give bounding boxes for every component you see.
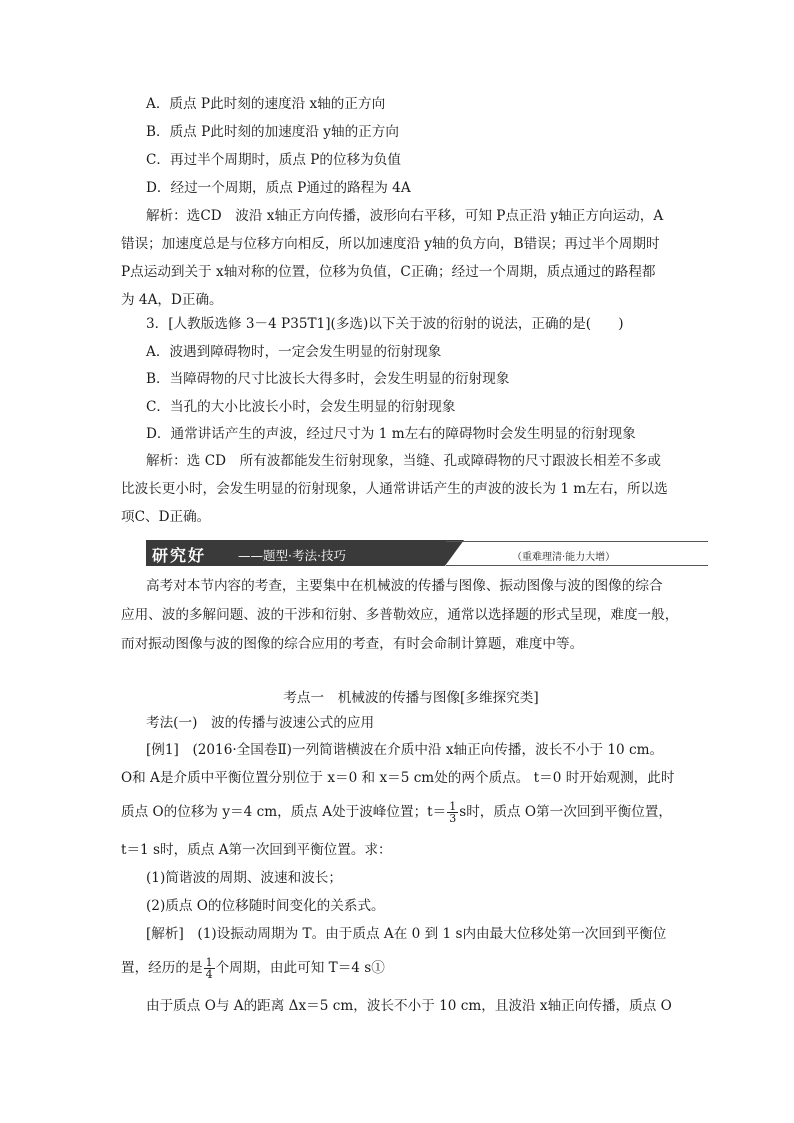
banner-title: 研究好	[152, 546, 207, 565]
section-heading: 考点一 机械波的传播与图像[多维探究类]	[283, 690, 539, 706]
option-d: D．经过一个周期，质点 P通过的路程为 4A	[146, 180, 411, 196]
solution-line: P点运动到关于 x轴对称的位置，位移为负值，C正确；经过一个周期，质点通过的路程都	[121, 264, 656, 280]
example-line	[121, 801, 672, 824]
solution-line: 解析：选CD 波沿 x轴正方向传播，波形向右平移，可知 P点正沿 y轴正方向运动，A	[146, 208, 664, 224]
solution-line: 比波长更小时，会发生明显的衍射现象，人通常讲话产生的声波的波长为 1 m左右，所以选	[121, 481, 668, 497]
fraction-denominator: 3	[449, 812, 457, 825]
intro-line: 应用、波的多解问题、波的干涉和衍射、多普勒效应，通常以选择题的形式呈现，难度一般，	[121, 607, 679, 623]
example-line: t＝1 s时，质点 A第一次回到平衡位置。求：	[121, 842, 392, 858]
fraction	[447, 801, 458, 824]
example-text: 质点 O的位移为 y＝4 cm，质点 A处于波峰位置；t＝	[121, 804, 447, 820]
sub-question: (2)质点 O的位移随时间变化的关系式。	[146, 898, 385, 914]
fraction-numerator: 1	[205, 956, 213, 969]
method-heading: 考法(一) 波的传播与波速公式的应用	[146, 715, 375, 731]
solution-line: 解析：选 CD 所有波都能发生衍射现象，当缝、孔或障碍物的尺寸跟波长相差不多或	[146, 453, 661, 469]
option-d: D．通常讲话产生的声波，经过尺寸为 1 m左右的障碍物时会发生明显的衍射现象	[146, 426, 636, 442]
option-a: A．波遇到障碍物时，一定会发生明显的衍射现象	[146, 344, 442, 360]
analysis-text: 个周期，由此可知 T＝4 s①	[215, 960, 385, 976]
option-b: B．当障碍物的尺寸比波长大得多时，会发生明显的衍射现象	[146, 371, 510, 387]
analysis-line	[121, 957, 385, 980]
option-a: A．质点 P此时刻的速度沿 x轴的正方向	[146, 96, 386, 112]
solution-line: 项C、D正确。	[121, 509, 211, 525]
fraction-denominator: 4	[205, 968, 213, 981]
intro-line: 高考对本节内容的考查，主要集中在机械波的传播与图像、振动图像与波的图像的综合	[146, 578, 663, 594]
fraction	[204, 957, 215, 980]
solution-line: 为 4A，D正确。	[121, 292, 223, 308]
fraction-numerator: 1	[449, 800, 457, 813]
analysis-line: 由于质点 O与 A的距离 Δx＝5 cm，波长不小于 10 cm，且波沿 x轴正向传播，质点 O	[146, 998, 672, 1014]
analysis-line: [解析] (1)设振动周期为 T。由于质点 A在 0 到 1 s内由最大位移处第一次回到平衡位	[146, 926, 667, 942]
banner-rule	[446, 541, 708, 542]
banner-rule	[446, 565, 708, 566]
option-c: C．当孔的大小比波长小时，会发生明显的衍射现象	[146, 399, 456, 415]
option-c: C．再过半个周期时，质点 P的位移为负值	[146, 152, 401, 168]
example-line: [例1] (2016·全国卷Ⅱ)一列简谐横波在介质中沿 x轴正向传播，波长不小于 10 cm。	[146, 742, 664, 758]
intro-line: 而对振动图像与波的图像的综合应用的考查，有时会命制计算题，难度中等。	[121, 636, 584, 652]
question-3-stem: 3．[人教版选修 3－4 P35T1](多选)以下关于波的衍射的说法，正确的是( )	[146, 316, 624, 332]
section-banner	[146, 537, 706, 571]
solution-line: 错误；加速度总是与位移方向相反，所以加速度沿 y轴的负方向，B错误；再过半个周期时	[121, 236, 660, 252]
example-line: O和 A是介质中平衡位置分别位于 x＝0 和 x＝5 cm处的两个质点。 t＝0 时开始观测，此时	[121, 770, 675, 786]
banner-subtitle: ——题型·考法·技巧	[238, 548, 346, 563]
example-text: s时，质点 O第一次回到平衡位置，	[459, 804, 672, 820]
analysis-text: 置，经历的是	[121, 960, 203, 976]
sub-question: (1)简谐波的周期、波速和波长；	[146, 870, 342, 886]
banner-tag: （重难理清·能力大增）	[512, 552, 616, 563]
option-b: B．质点 P此时刻的加速度沿 y轴的正方向	[146, 124, 399, 140]
